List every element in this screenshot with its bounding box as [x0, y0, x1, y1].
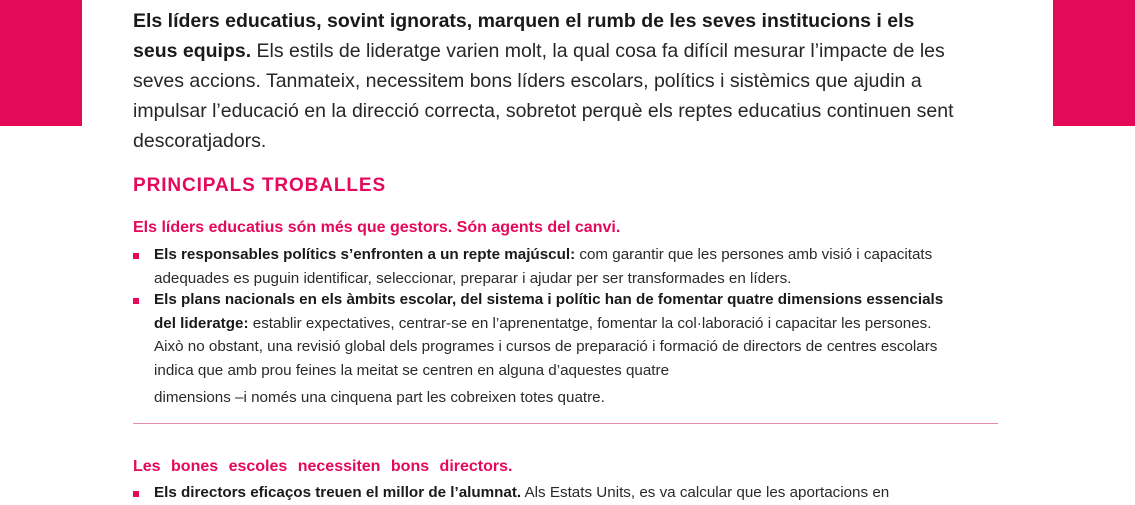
- bullet-item: [133, 481, 963, 505]
- bullet-item: [133, 288, 963, 410]
- bullet-bold-lead: Els directors eficaços treuen el millor de l’alumnat.: [154, 484, 522, 501]
- bullet-square-icon: [133, 298, 139, 304]
- subsection-heading-leaders: Els líders educatius són més que gestors. Són agents del canvi.: [133, 219, 621, 236]
- intro-text: Els estils de lideratge varien molt, la qual cosa fa difícil mesurar l’impacte de les seves accions. Tanmateix, necessitem bons líders escolars, polítics i sistèmics que ajudin a impulsar l’educació en la direcció correcta, sobretot perquè els reptes educatius continuen sent descoratjadors.: [133, 40, 954, 152]
- left-accent-bar: [0, 0, 82, 126]
- bullet-square-icon: [133, 491, 139, 497]
- bullet-bold-lead: Els responsables polítics s’enfronten a un repte majúscul:: [154, 246, 576, 263]
- bullet-text: Als Estats Units, es va calcular que les aportacions en: [521, 484, 890, 501]
- section-divider: [133, 423, 998, 424]
- right-accent-bar: [1053, 0, 1135, 126]
- bullet-text-end: dimensions –i només una cinquena part les cobreixen totes quatre.: [154, 389, 605, 406]
- bullet-text: com garantir que les persones amb visió i capacitats adequades es puguin identificar, seleccionar, preparar i ajudar per ser transformades en líders.: [154, 246, 933, 287]
- bullet-square-icon: [133, 253, 139, 259]
- intro-paragraph: [133, 6, 963, 156]
- bullet-bold-lead: Els plans nacionals en els àmbits escolar, del sistema i polític han de fomentar quatre dimensions essencials del lideratge:: [154, 291, 944, 332]
- section-heading: PRINCIPALS TROBALLES: [133, 175, 387, 196]
- intro-bold-lead: Els líders educatius, sovint ignorats, marquen el rumb de les seves institucions i els seus equips.: [133, 10, 915, 62]
- subsection-heading-schools: Les bones escoles necessiten bons directors.: [133, 458, 513, 475]
- bullet-text: establir expectatives, centrar-se en l’aprenentatge, fomentar la col·laboració i capacitar les persones. Això no obstant, una revisió global dels programes i cursos de preparació i formació de directors de centres escolars indica que amb prou feines la meitat se centren en alguna d’aquestes quatre: [154, 314, 938, 379]
- bullet-item: [133, 243, 963, 290]
